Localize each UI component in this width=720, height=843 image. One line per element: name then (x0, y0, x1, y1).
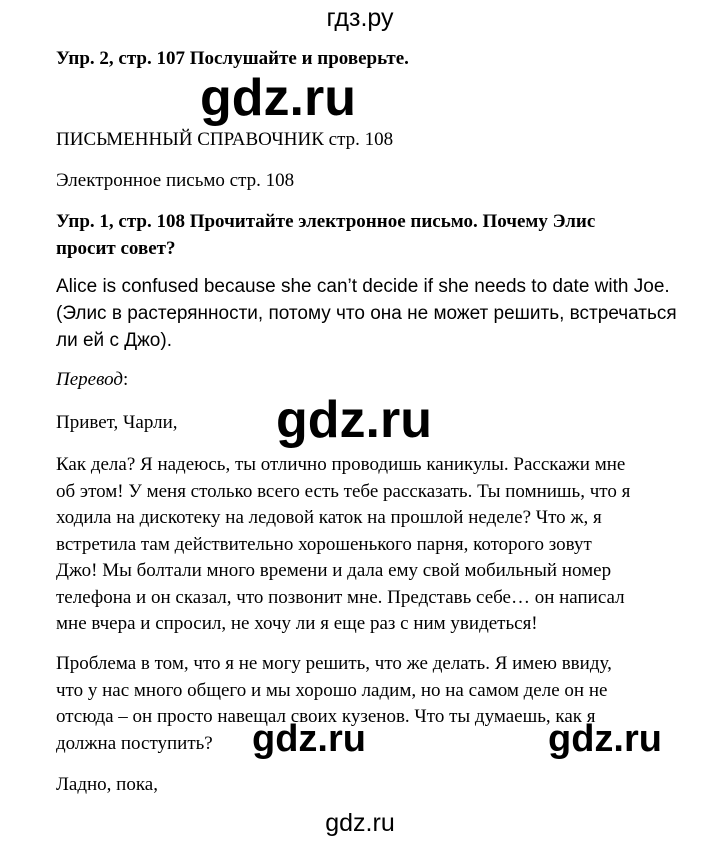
paragraph-1-line: встретила там действительно хорошенького парня, которого зовут (56, 533, 592, 555)
site-footer: gdz.ru (325, 809, 395, 837)
answer-text (56, 273, 677, 354)
watermark-lower-right: gdz.ru (548, 718, 662, 760)
answer-line-1: Alice is confused because she can’t decide if she needs to date with Joe. (56, 276, 670, 297)
letter-greeting: Привет, Чарли, (56, 412, 178, 433)
translation-label (56, 367, 128, 393)
watermark-top: gdz.ru (200, 69, 356, 127)
writing-guide-title: ПИСЬМЕННЫЙ СПРАВОЧНИК стр. 108 (56, 129, 394, 150)
translation-label-word: Перевод (56, 369, 123, 390)
paragraph-1-line: Как дела? Я надеюсь, ты отлично проводишь каникулы. Расскажи мне (56, 454, 626, 475)
answer-line-3: ли ей с Джо). (56, 330, 172, 351)
paragraph-2-line: должна поступить? (56, 732, 213, 754)
watermark-lower-left: gdz.ru (252, 718, 366, 760)
translation-label-colon: : (122, 369, 129, 390)
exercise-1-heading-line-1: Упр. 1, стр. 108 Прочитайте электронное письмо. Почему Элис (56, 211, 596, 232)
site-header: гдз.ру (326, 4, 394, 32)
exercise-1-heading (56, 208, 656, 262)
exercise-2-heading: Упр. 2, стр. 107 Послушайте и проверьте. (56, 48, 409, 69)
paragraph-1-line: об этом! У меня столько всего есть тебе рассказать. Ты помнишь, что я (56, 480, 631, 502)
paragraph-1-line: Джо! Мы болтали много времени и дала ему свой мобильный номер (56, 560, 612, 581)
letter-closing: Ладно, пока, (56, 774, 158, 795)
watermark-middle: gdz.ru (276, 391, 432, 449)
paragraph-2-line: что у нас много общего и мы хорошо ладим, но на самом деле он не (56, 679, 608, 701)
email-section-title: Электронное письмо стр. 108 (56, 170, 295, 191)
paragraph-1-line: ходила на дискотеку на ледовой каток на прошлой неделе? Что ж, я (56, 507, 602, 528)
answer-line-2: (Элис в растерянности, потому что она не может решить, встречаться (56, 303, 677, 324)
paragraph-1-line: телефона и он сказал, что позвонит мне. Представь себе… он написал (56, 586, 625, 608)
paragraph-1-line: мне вчера и спросил, не хочу ли я еще раз с ним увидеться! (56, 613, 538, 634)
exercise-1-heading-line-2: просит совет? (56, 238, 176, 259)
letter-paragraph-1 (56, 452, 630, 638)
paragraph-2-line: отсюда – он просто навещал своих кузенов. Что ты думаешь, как я (56, 706, 596, 727)
paragraph-2-line: Проблема в том, что я не могу решить, что же делать. Я имею ввиду, (56, 653, 612, 674)
